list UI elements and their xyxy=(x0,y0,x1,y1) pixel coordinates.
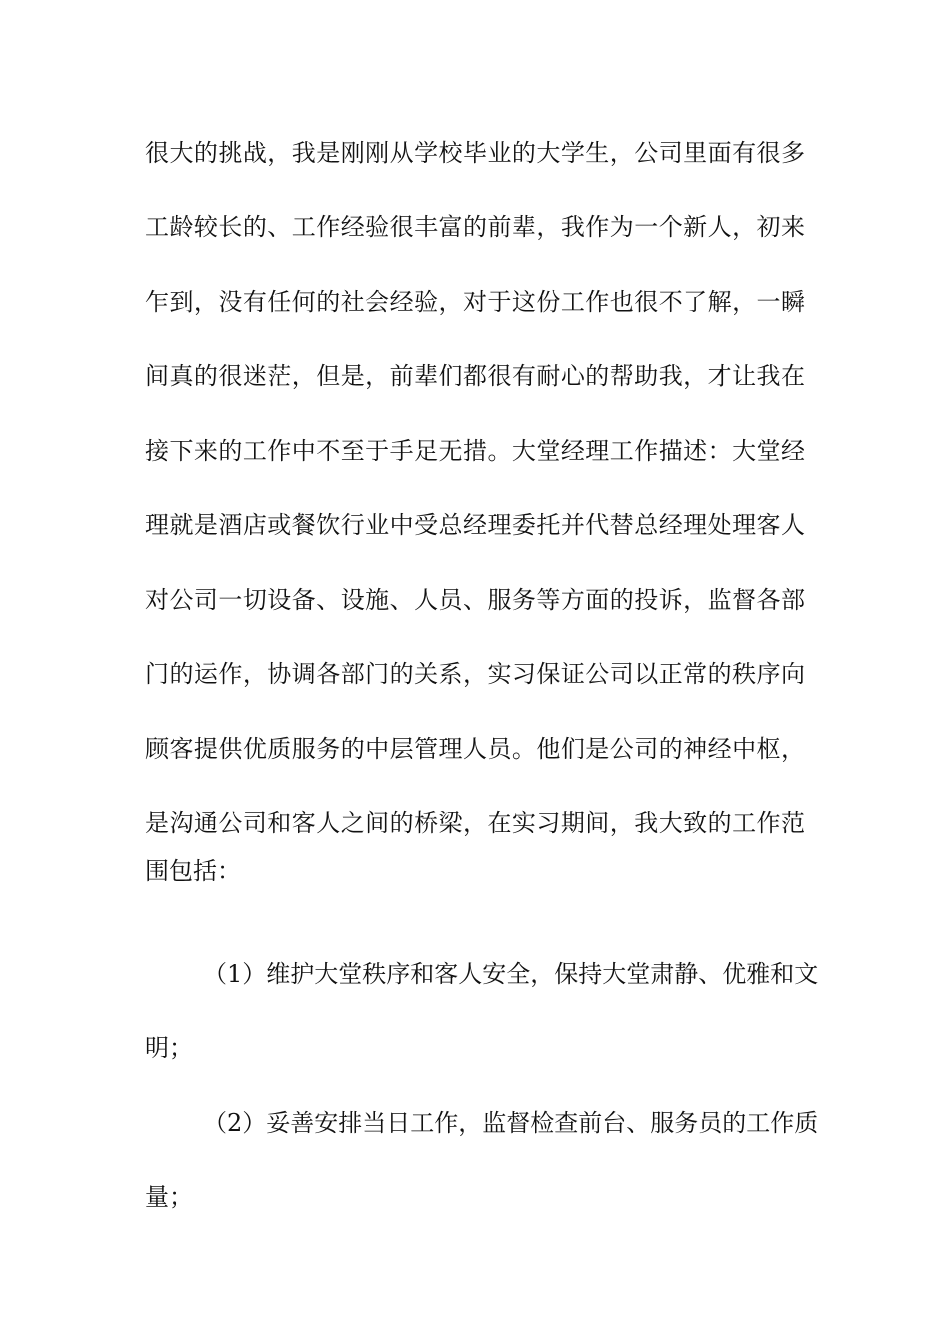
body-line: 工龄较长的、工作经验很丰富的前辈，我作为一个新人，初来 xyxy=(145,213,805,241)
body-line: 理就是酒店或餐饮行业中受总经理委托并代替总经理处理客人 xyxy=(145,511,805,539)
list-item-line: 量； xyxy=(145,1183,193,1211)
body-line: 很大的挑战，我是刚刚从学校毕业的大学生，公司里面有很多 xyxy=(145,139,805,167)
body-line: 围包括： xyxy=(145,857,241,885)
body-line: 对公司一切设备、设施、人员、服务等方面的投诉，监督各部 xyxy=(145,586,805,614)
body-line: 乍到，没有任何的社会经验，对于这份工作也很不了解，一瞬 xyxy=(145,288,805,316)
body-line: 是沟通公司和客人之间的桥梁，在实习期间，我大致的工作范 xyxy=(145,809,805,837)
body-line: 门的运作，协调各部门的关系，实习保证公司以正常的秩序向 xyxy=(145,660,805,688)
list-item-line: 明； xyxy=(145,1034,193,1062)
body-line: 接下来的工作中不至于手足无措。大堂经理工作描述：大堂经 xyxy=(145,437,805,465)
body-line: 顾客提供优质服务的中层管理人员。他们是公司的神经中枢， xyxy=(145,735,805,763)
list-item-line: （1）维护大堂秩序和客人安全，保持大堂肃静、优雅和文 xyxy=(203,960,819,988)
list-item-line: （2）妥善安排当日工作，监督检查前台、服务员的工作质 xyxy=(203,1109,819,1137)
body-line: 间真的很迷茫，但是，前辈们都很有耐心的帮助我，才让我在 xyxy=(145,362,805,390)
